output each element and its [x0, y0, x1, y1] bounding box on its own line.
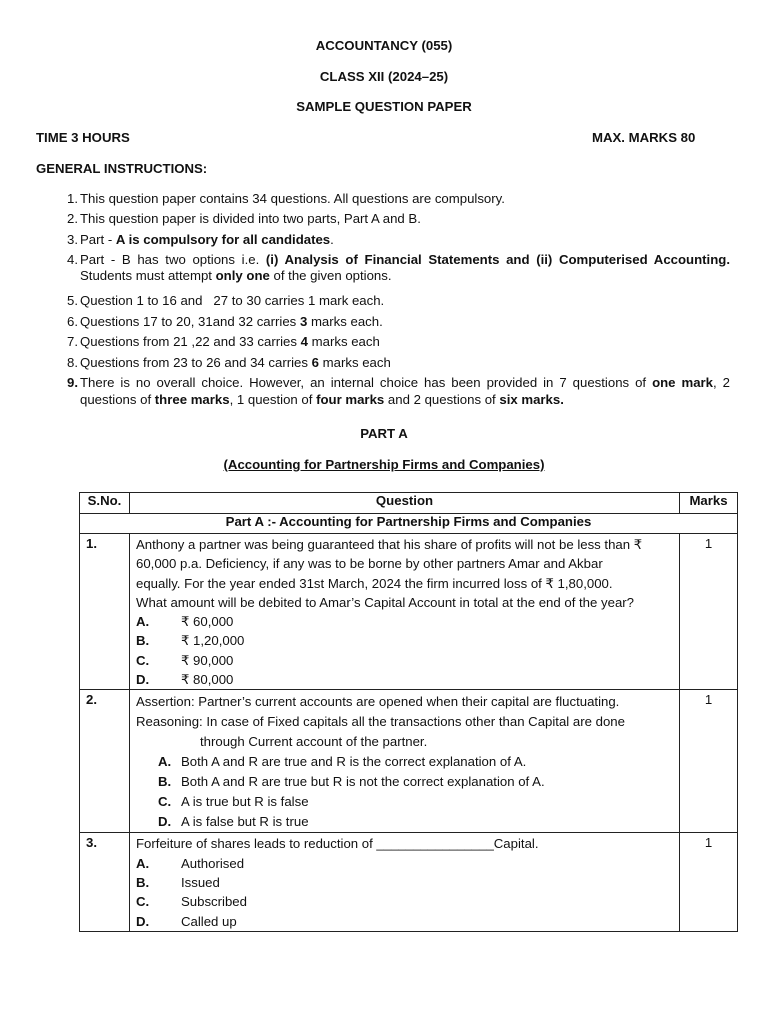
table-row [80, 833, 738, 931]
option-d: D. Called up [136, 913, 237, 929]
question-text: 60,000 p.a. Deficiency, if any was to be borne by other partners Amar and Akbar [136, 556, 603, 572]
max-marks-label: MAX. MARKS 80 [592, 130, 696, 145]
option-a: A. Both A and R are true and R is the correct explanation of A. [158, 754, 527, 770]
question-text: through Current account of the partner. [200, 734, 428, 750]
option-a: A. Authorised [136, 855, 245, 871]
section-title: Part A :- Accounting for Partnership Firms and Companies [80, 514, 738, 534]
subject-title: ACCOUNTANCY (055) [315, 38, 453, 53]
option-a: A. ₹ 60,000 [136, 614, 234, 630]
question-marks: 1 [680, 534, 738, 690]
option-b: B. Issued [136, 874, 220, 890]
question-number: 1. [80, 534, 130, 690]
col-marks-header: Marks [680, 493, 738, 514]
table-header-row [80, 493, 738, 514]
question-text: equally. For the year ended 31st March, 2024 the firm incurred loss of ₹ 1,80,000. [136, 575, 613, 591]
question-text: What amount will be debited to Amar’s Capital Account in total at the end of the year? [136, 594, 635, 610]
col-sno-header: S.No. [80, 493, 130, 514]
question-text: Reasoning: In case of Fixed capitals all the transactions other than Capital are done [136, 714, 625, 730]
part-title: PART A [360, 426, 408, 441]
option-b: B. ₹ 1,20,000 [136, 633, 245, 649]
question-marks: 1 [680, 833, 738, 931]
question-cell [130, 534, 680, 690]
class-title: CLASS XII (2024–25) [319, 69, 449, 84]
question-marks: 1 [680, 690, 738, 833]
option-d: D. ₹ 80,000 [136, 672, 234, 688]
paper-title: SAMPLE QUESTION PAPER [296, 99, 472, 114]
table-row [80, 690, 738, 833]
instructions-title: GENERAL INSTRUCTIONS: [36, 161, 208, 176]
question-table [79, 492, 738, 932]
question-cell [130, 833, 680, 931]
option-c: C. A is true but R is false [158, 794, 309, 810]
question-text: Anthony a partner was being guaranteed that his share of profits will not be less than ₹ [136, 537, 643, 552]
option-b: B. Both A and R are true but R is not the correct explanation of A. [158, 774, 545, 790]
question-number: 2. [80, 690, 130, 833]
col-question-header: Question [130, 493, 680, 514]
question-text: Assertion: Partner’s current accounts are opened when their capital are fluctuating. [136, 694, 620, 710]
part-subtitle: (Accounting for Partnership Firms and Companies) [223, 457, 545, 472]
section-row [80, 514, 738, 534]
option-c: C. Subscribed [136, 894, 247, 910]
time-label: TIME 3 HOURS [36, 130, 130, 145]
question-text: Forfeiture of shares leads to reduction of ________________Capital. [136, 836, 539, 852]
option-c: C. ₹ 90,000 [136, 652, 234, 668]
question-number: 3. [80, 833, 130, 931]
table-row [80, 534, 738, 690]
option-d: D. A is false but R is true [158, 814, 309, 830]
question-cell [130, 690, 680, 833]
